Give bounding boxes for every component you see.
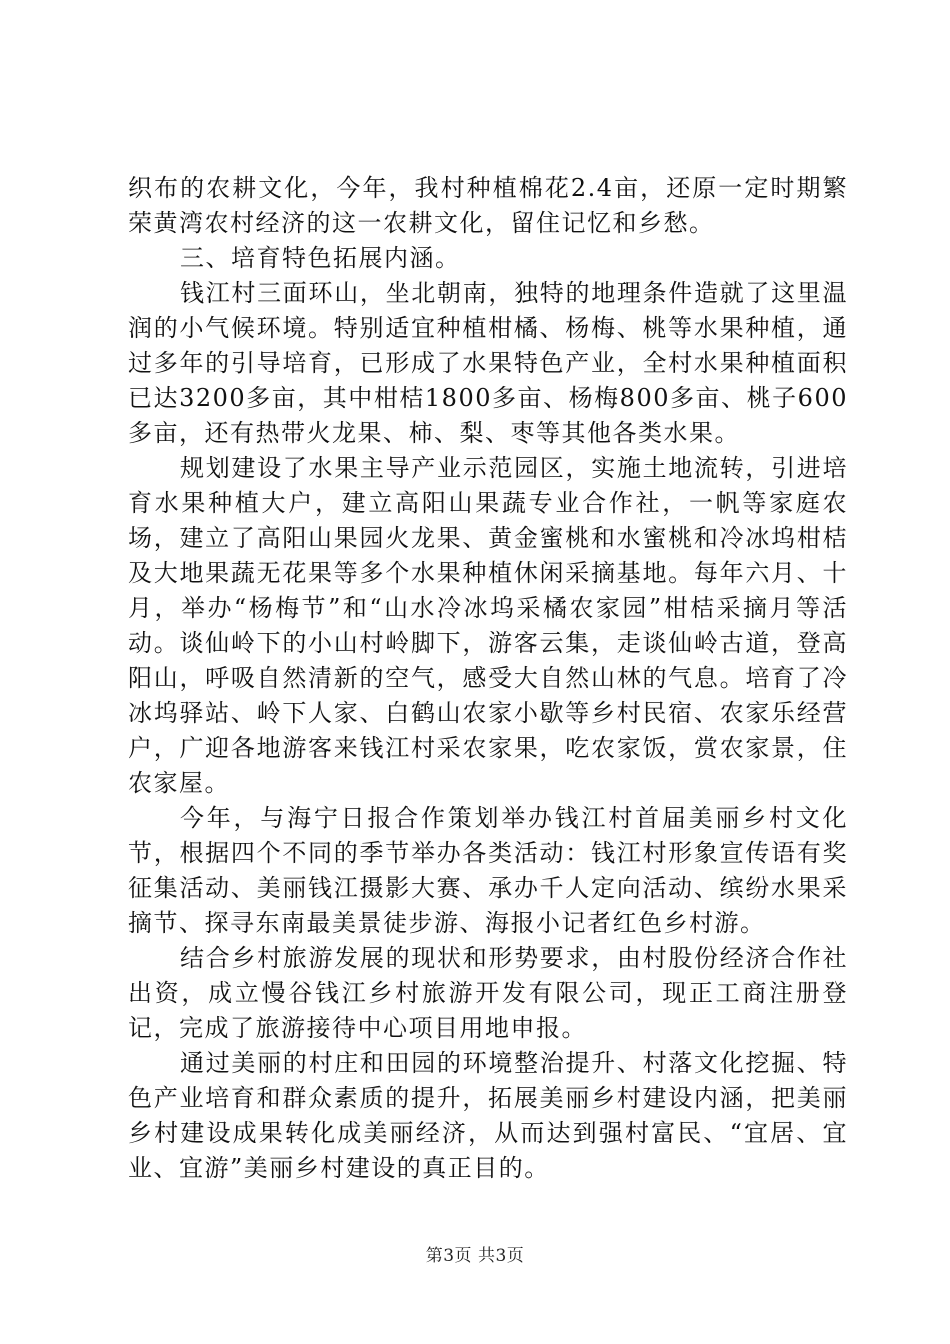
paragraph-4: 规划建设了水果主导产业示范园区，实施土地流转，引进培育水果种植大户，建立高阳山果蔬专业合作社，一帆等家庭农场，建立了高阳山果园火龙果、黄金蜜桃和水蜜桃和冷冰坞柑桔及大地果蔬无花果等多个水果种植休闲采摘基地。每年六月、十月，举办“杨梅节”和“山水冷冰坞采橘农家园”柑桔采摘月等活动。谈仙岭下的小山村岭脚下，游客云集，走谈仙岭古道，登高阳山，呼吸自然清新的空气，感受大自然山林的气息。培育了冷冰坞驿站、岭下人家、白鹤山农家小歇等乡村民宿、农家乐经营户，广迎各地游客来钱江村采农家果，吃农家饭，赏农家景，住农家屋。	[128, 454, 848, 797]
paragraph-7: 通过美丽的村庄和田园的环境整治提升、村落文化挖掘、特色产业培育和群众素质的提升，拓展美丽乡村建设内涵，把美丽乡村建设成果转化成美丽经济，从而达到强村富民、“宜居、宜业、宜游”美丽乡村建设的真正目的。	[128, 1049, 848, 1182]
section-heading: 三、培育特色拓展内涵。	[180, 244, 461, 272]
document-body	[128, 171, 848, 1186]
page-number-footer: 第3页 共3页	[425, 1246, 525, 1266]
paragraph-6: 结合乡村旅游发展的现状和形势要求，由村股份经济合作社出资，成立慢谷钱江乡村旅游开发有限公司，现正工商注册登记，完成了旅游接待中心项目用地申报。	[128, 944, 848, 1042]
paragraph-5: 今年，与海宁日报合作策划举办钱江村首届美丽乡村文化节，根据四个不同的季节举办各类活动：钱江村形象宣传语有奖征集活动、美丽钱江摄影大赛、承办千人定向活动、缤纷水果采摘节、探寻东南最美景徒步游、海报小记者红色乡村游。	[128, 804, 848, 937]
paragraph-1: 织布的农耕文化，今年，我村种植棉花2.4亩，还原一定时期繁荣黄湾农村经济的这一农耕文化，留住记忆和乡愁。	[128, 174, 848, 237]
paragraph-3: 钱江村三面环山，坐北朝南，独特的地理条件造就了这里温润的小气候环境。特别适宜种植柑橘、杨梅、桃等水果种植，通过多年的引导培育，已形成了水果特色产业，全村水果种植面积已达3200多亩，其中柑桔1800多亩、杨梅800多亩、桃子600多亩，还有热带火龙果、柿、梨、枣等其他各类水果。	[128, 279, 848, 447]
